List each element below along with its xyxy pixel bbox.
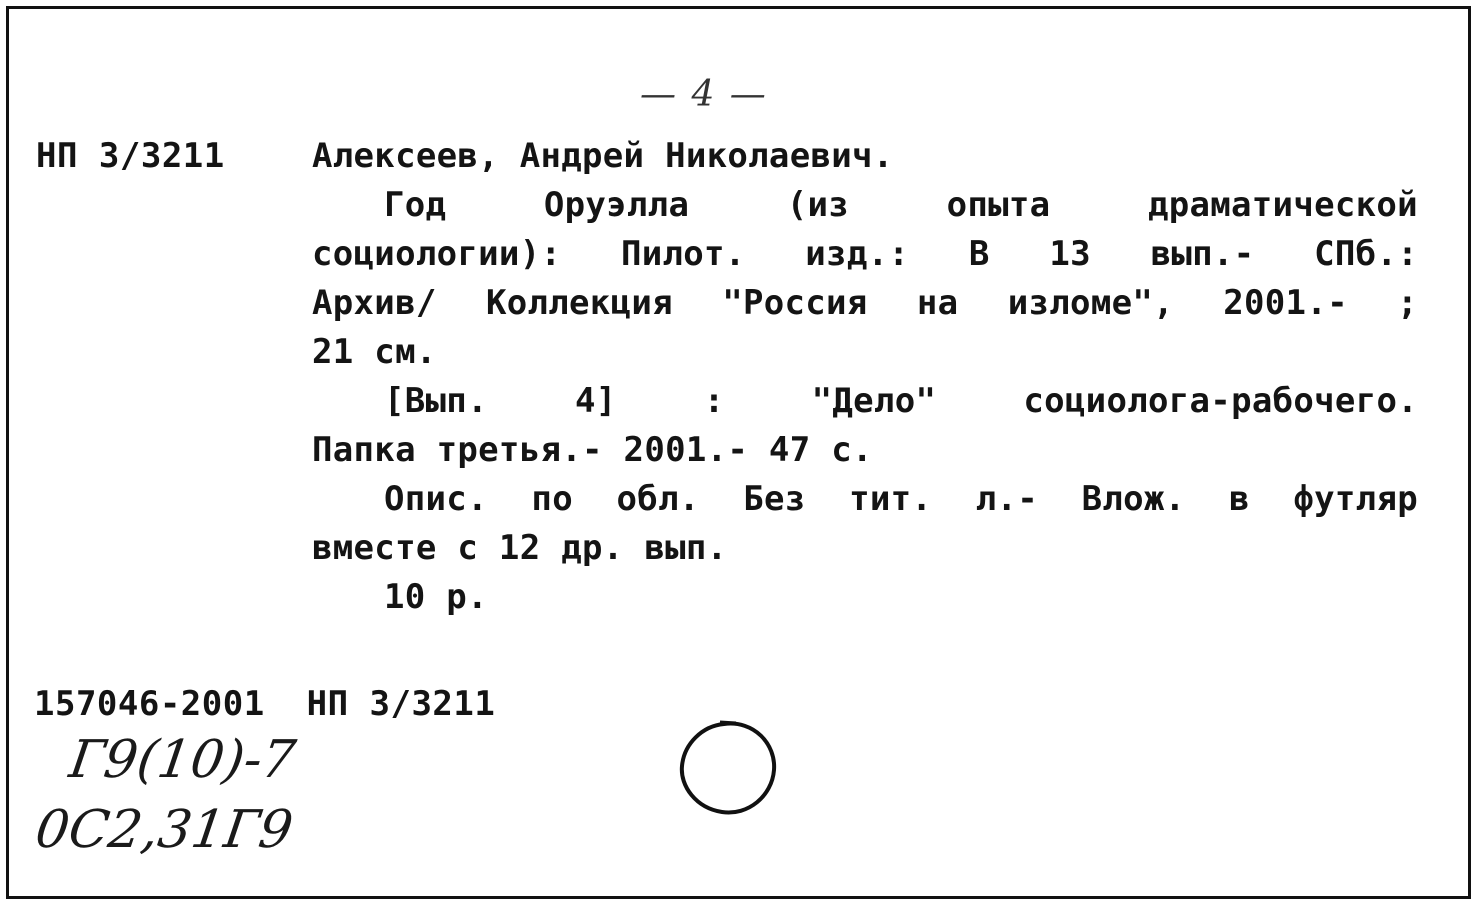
- issue-line: [Вып. 4] : "Дело" социолога-рабочего.: [384, 381, 1418, 421]
- title-line: социологии): Пилот. изд.: В 13 вып.- СПб.:: [312, 234, 1418, 274]
- title-line: Архив/ Коллекция "Россия на изломе", 2001.- ;: [312, 283, 1418, 323]
- notes-line: Опис. по обл. Без тит. л.- Влож. в футляр: [384, 479, 1418, 519]
- notes-line-end: вместе с 12 др. вып.: [312, 528, 728, 568]
- page-number: — 4 —: [640, 74, 768, 115]
- footer-codes: 157046-2001 НП 3/3211: [34, 684, 496, 724]
- handwritten-classification: 0С2,31Г9: [31, 800, 297, 860]
- handwritten-classification: Г9(10)-7: [65, 730, 300, 790]
- bibliographic-entry: [312, 132, 1418, 622]
- issue-line-end: Папка третья.- 2001.- 47 с.: [312, 430, 873, 470]
- author-heading: Алексеев, Андрей Николаевич.: [312, 136, 894, 176]
- price: 10 р.: [384, 577, 488, 617]
- title-line: Год Оруэлла (из опыта драматической: [384, 185, 1418, 225]
- size-line: 21 см.: [312, 332, 437, 372]
- call-number: НП 3/3211: [36, 136, 225, 176]
- circle-stamp-icon: [676, 716, 780, 820]
